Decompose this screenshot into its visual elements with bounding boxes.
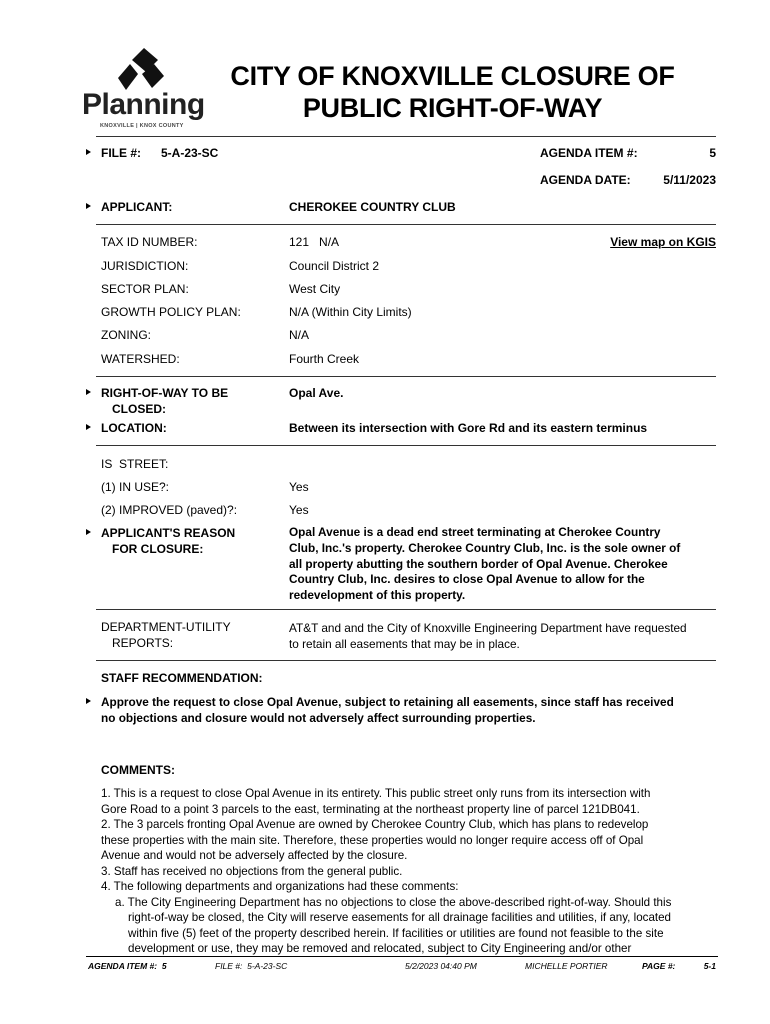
location-value: Between its intersection with Gore Rd and its eastern terminus: [289, 421, 648, 435]
growth-policy-value: N/A (Within City Limits): [289, 305, 412, 319]
comment-line: 4. The following departments and organizations had these comments:: [101, 880, 459, 893]
in-use-value: Yes: [289, 480, 309, 494]
bullet-icon: [86, 529, 91, 535]
comments-heading: COMMENTS:: [101, 763, 175, 777]
sector-plan-value: West City: [289, 282, 341, 296]
reason-line: Club, Inc.'s property. Cherokee Country Club, Inc. is the sole owner of: [289, 540, 681, 555]
comment-line: Avenue and would not be adversely affected by the closure.: [101, 849, 408, 862]
comment-sub-line: within five (5) feet of the property described herein. If facilities or utilities are found not feasible to the site: [128, 926, 664, 940]
divider: [96, 224, 716, 225]
agenda-date-label: AGENDA DATE:: [540, 173, 631, 187]
page-title: [205, 60, 700, 124]
utility-label: DEPARTMENT-UTILITY: [101, 620, 231, 634]
file-label: FILE #:: [101, 146, 142, 160]
comments-body: [101, 786, 726, 957]
agenda-item-label: AGENDA ITEM #:: [540, 146, 638, 160]
utility-label-line2: REPORTS:: [112, 636, 174, 650]
footer-divider: [86, 956, 718, 957]
footer-agenda-item: AGENDA ITEM #: 5: [88, 961, 167, 971]
jurisdiction-label: JURISDICTION:: [101, 259, 189, 273]
location-label: LOCATION:: [101, 421, 167, 435]
reason-line: Country Club, Inc. desires to close Opal Avenue to allow for the: [289, 572, 645, 587]
row-label-line2: CLOSED:: [112, 402, 166, 416]
staff-line: Approve the request to close Opal Avenue, subject to retaining all easements, since staff has received: [101, 695, 674, 709]
reason-label: APPLICANT'S REASON: [101, 526, 236, 540]
bullet-icon: [86, 203, 91, 209]
improved-value: Yes: [289, 503, 309, 517]
growth-policy-label: GROWTH POLICY PLAN:: [101, 305, 241, 319]
comment-sub-line: right-of-way be closed, the City will reserve easements for all drainage facilities and utilities, if any, located: [128, 911, 672, 924]
reason-label-line2: FOR CLOSURE:: [112, 542, 204, 556]
comment-line: 2. The 3 parcels fronting Opal Avenue are owned by Cherokee Country Club, which has plans to redevelop: [101, 818, 649, 831]
divider: [96, 660, 716, 661]
planning-logo-sub: KNOXVILLE | KNOX COUNTY: [100, 123, 184, 129]
zoning-label: ZONING:: [101, 328, 151, 342]
utility-line: AT&T and and the City of Knoxville Engineering Department have requested: [289, 621, 687, 635]
comment-line: 3. Staff has received no objections from the general public.: [101, 864, 403, 878]
utility-line: to retain all easements that may be in place.: [289, 637, 520, 651]
zoning-value: N/A: [289, 328, 310, 342]
staff-recommendation: [101, 694, 726, 726]
row-label: RIGHT-OF-WAY TO BE: [101, 386, 229, 400]
reason-text: [289, 525, 719, 604]
footer-datetime: 5/2/2023 04:40 PM: [405, 961, 477, 971]
sector-plan-label: SECTOR PLAN:: [101, 282, 189, 296]
divider: [96, 445, 716, 446]
watershed-value: Fourth Creek: [289, 352, 360, 366]
watershed-label: WATERSHED:: [101, 352, 180, 366]
bullet-icon: [86, 424, 91, 430]
reason-line: Opal Avenue is a dead end street terminating at Cherokee Country: [289, 525, 661, 539]
comment-line: these properties with the main site. Therefore, these properties would no longer require access off of Opal: [101, 833, 644, 847]
staff-heading: STAFF RECOMMENDATION:: [101, 671, 263, 685]
tax-id-value: 121 N/A: [289, 235, 340, 249]
tax-id-label: TAX ID NUMBER:: [101, 235, 198, 249]
improved-label: (2) IMPROVED (paved)?:: [101, 503, 238, 517]
bullet-icon: [86, 389, 91, 395]
agenda-item-value: 5: [709, 146, 716, 160]
bullet-icon: [86, 149, 91, 155]
comment-line: Gore Road to a point 3 parcels to the east, terminating at the northeast property line of parcel 121DB041.: [101, 802, 640, 816]
page-title-line2: PUBLIC RIGHT-OF-WAY: [302, 93, 603, 123]
reason-line: redevelopment of this property.: [289, 588, 466, 603]
street-label: IS STREET:: [101, 457, 169, 471]
staff-line: no objections and closure would not adversely affect surrounding properties.: [101, 711, 536, 725]
jurisdiction-value: Council District 2: [289, 259, 380, 273]
applicant-label: APPLICANT:: [101, 200, 173, 214]
bullet-icon: [86, 698, 91, 704]
comment-sublist: [101, 895, 726, 957]
kgis-map-link[interactable]: View map on KGIS: [610, 235, 716, 249]
footer-author: MICHELLE PORTIER: [525, 961, 608, 971]
footer-file: FILE #: 5-A-23-SC: [215, 961, 288, 971]
divider: [96, 376, 716, 377]
footer-page-label: PAGE #:: [642, 961, 676, 971]
footer-page-value: 5-1: [703, 961, 716, 971]
page-title-line1: CITY OF KNOXVILLE CLOSURE OF: [230, 61, 675, 91]
comment-sub-line: development or use, they may be removed and relocated, subject to City Engineering and/or other: [128, 942, 632, 955]
agenda-date-value: 5/11/2023: [663, 173, 716, 187]
in-use-label: (1) IN USE?:: [101, 480, 170, 494]
reason-line: all property abutting the southern border of Opal Avenue. Cherokee: [289, 556, 668, 571]
utility-text: [289, 620, 719, 652]
divider: [96, 609, 716, 610]
planning-logo-name: Planning: [82, 88, 205, 121]
comment-line: 1. This is a request to close Opal Avenue in its entirety. This public street only runs from its intersection with: [101, 787, 651, 800]
planning-logo: [80, 46, 205, 132]
comment-sub-line: a. The City Engineering Department has no objections to close the above-described right-of-way. Should this: [115, 895, 672, 909]
applicant-value: CHEROKEE COUNTRY CLUB: [289, 200, 456, 214]
file-value: 5-A-23-SC: [161, 146, 219, 160]
row-value: Opal Ave.: [289, 386, 344, 400]
divider: [96, 136, 716, 137]
